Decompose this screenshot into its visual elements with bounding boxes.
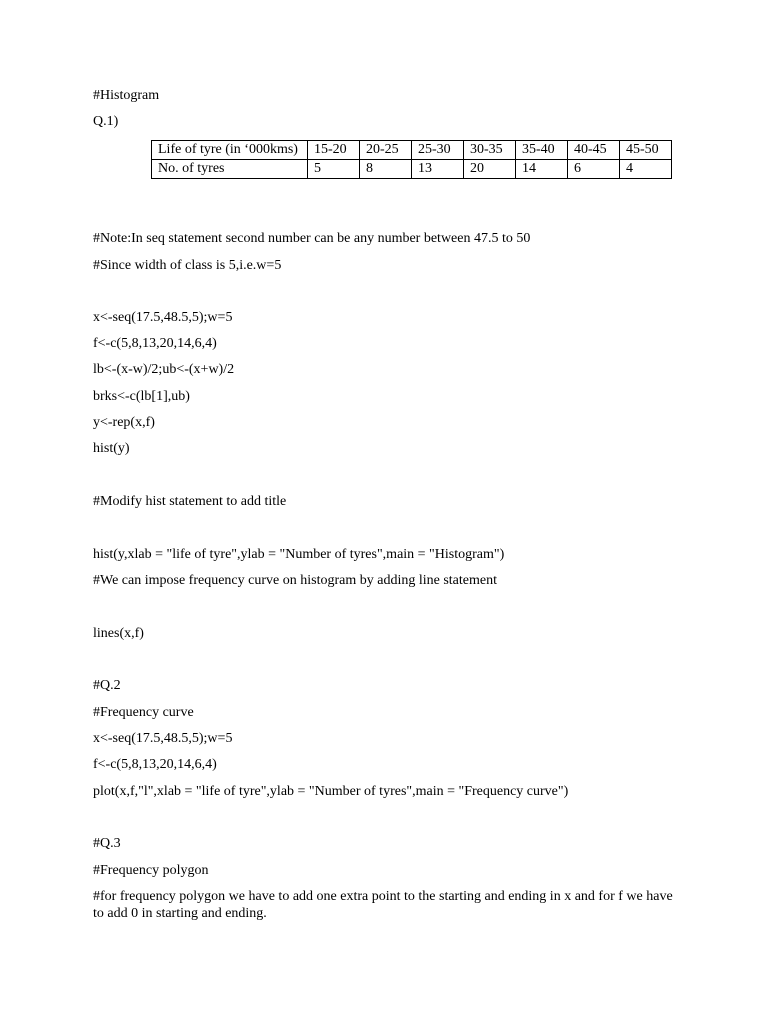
note-width-line: #Since width of class is 5,i.e.w=5: [93, 258, 282, 273]
question-3-label: #Q.3: [93, 836, 121, 851]
code-line: plot(x,f,"l",xlab = "life of tyre",ylab = "Number of tyres",main = "Frequency curve"): [93, 784, 569, 799]
table-cell: 25-30: [412, 141, 464, 160]
comment-line: #We can impose frequency curve on histogram by adding line statement: [93, 573, 497, 588]
table-cell: 20: [464, 160, 516, 179]
table-cell: No. of tyres: [152, 160, 308, 179]
code-line: x<-seq(17.5,48.5,5);w=5: [93, 731, 233, 746]
table-cell: 45-50: [620, 141, 672, 160]
table-cell: Life of tyre (in ‘000kms): [152, 141, 308, 160]
table-cell: 15-20: [308, 141, 360, 160]
table-cell: 14: [516, 160, 568, 179]
code-line: f<-c(5,8,13,20,14,6,4): [93, 336, 217, 351]
comment-line: #Frequency polygon: [93, 863, 209, 878]
code-line: f<-c(5,8,13,20,14,6,4): [93, 757, 217, 772]
code-line: y<-rep(x,f): [93, 415, 155, 430]
code-line: x<-seq(17.5,48.5,5);w=5: [93, 310, 233, 325]
question-1-label: Q.1): [93, 114, 119, 129]
table-cell: 13: [412, 160, 464, 179]
table-row: [152, 141, 672, 160]
table-cell: 8: [360, 160, 412, 179]
table-cell: 30-35: [464, 141, 516, 160]
table-cell: 5: [308, 160, 360, 179]
question-2-label: #Q.2: [93, 678, 121, 693]
tyre-frequency-table: [151, 140, 672, 179]
code-line: lines(x,f): [93, 626, 144, 641]
table-cell: 6: [568, 160, 620, 179]
code-line: brks<-c(lb[1],ub): [93, 389, 190, 404]
comment-line: #Modify hist statement to add title: [93, 494, 287, 509]
table-cell: 20-25: [360, 141, 412, 160]
comment-line: #for frequency polygon we have to add one extra point to the starting and ending in x and for f we have to add 0 in starting and ending.: [93, 889, 677, 921]
table-cell: 40-45: [568, 141, 620, 160]
table-cell: 35-40: [516, 141, 568, 160]
table-cell: 4: [620, 160, 672, 179]
code-line: lb<-(x-w)/2;ub<-(x+w)/2: [93, 362, 235, 377]
code-line: hist(y,xlab = "life of tyre",ylab = "Number of tyres",main = "Histogram"): [93, 547, 505, 562]
heading-histogram: #Histogram: [93, 88, 160, 103]
table-row: [152, 160, 672, 179]
code-line: hist(y): [93, 441, 130, 456]
comment-line: #Frequency curve: [93, 705, 194, 720]
note-seq-line: #Note:In seq statement second number can be any number between 47.5 to 50: [93, 231, 531, 246]
